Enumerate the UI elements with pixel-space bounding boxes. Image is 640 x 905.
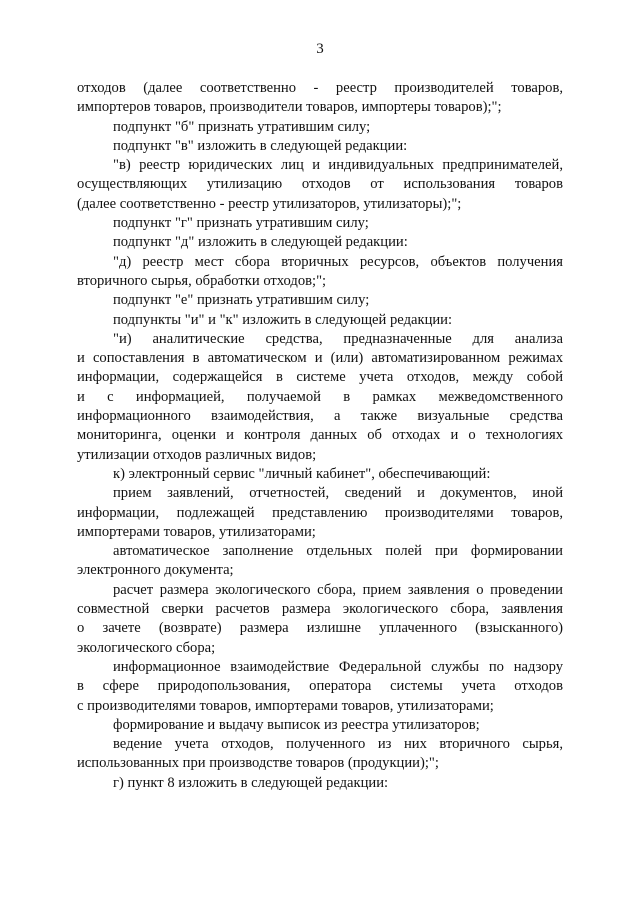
text-line: расчет размера экологического сбора, прием заявления о проведении [113, 581, 563, 598]
text-line: формирование и выдачу выписок из реестра утилизаторов; [113, 716, 480, 733]
text-line: и с информацией, получаемой в рамках межведомственного [77, 388, 563, 405]
text-line: прием заявлений, отчетностей, сведений и документов, иной [113, 485, 563, 502]
document-body [77, 79, 563, 793]
text-line: использованных при производстве товаров (продукции);"; [77, 755, 439, 772]
paragraph [77, 774, 563, 793]
text-line: "д) реестр мест сбора вторичных ресурсов, объектов получения [113, 253, 563, 270]
paragraph [77, 156, 563, 214]
text-line: подпункт "е" признать утратившим силу; [113, 292, 370, 309]
paragraph [77, 311, 563, 330]
paragraph [77, 542, 563, 581]
text-line: осуществляющих утилизацию отходов от использования товаров [77, 176, 563, 193]
text-line: и сопоставления в автоматическом и (или) автоматизированном режимах [77, 350, 563, 367]
text-line: импортеров товаров, производители товаров, импортеры товаров);"; [77, 99, 502, 116]
text-line: подпункт "д" изложить в следующей редакции: [113, 234, 408, 251]
text-line: с производителями товаров, импортерами товаров, утилизаторами; [77, 697, 494, 714]
text-line: "в) реестр юридических лиц и индивидуальных предпринимателей, [113, 157, 563, 174]
text-line: автоматическое заполнение отдельных полей при формировании [113, 543, 563, 560]
text-line: информационного взаимодействия, а также визуальные средства [77, 408, 563, 425]
paragraph [77, 233, 563, 252]
text-line: подпункт "б" признать утратившим силу; [113, 118, 371, 135]
text-line: подпункты "и" и "к" изложить в следующей редакции: [113, 311, 453, 328]
text-line: (далее соответственно - реестр утилизаторов, утилизаторы);"; [77, 195, 462, 212]
paragraph [77, 735, 563, 774]
paragraph [77, 214, 563, 233]
text-line: "и) аналитические средства, предназначенные для анализа [113, 330, 563, 347]
paragraph [77, 465, 563, 484]
text-line: о зачете (возврате) размера излишне уплаченного (взысканного) [77, 620, 563, 637]
text-line: информационное взаимодействие Федеральной службы по надзору [113, 658, 563, 675]
text-line: утилизации отходов различных видов; [77, 446, 317, 463]
paragraph [77, 291, 563, 310]
text-line: подпункт "г" признать утратившим силу; [113, 215, 369, 232]
text-line: совместной сверки расчетов размера экологического сбора, заявления [77, 601, 563, 618]
text-line: вторичного сырья, обработки отходов;"; [77, 272, 327, 289]
text-line: информации, содержащейся в системе учета отходов, между собой [77, 369, 563, 386]
paragraph [77, 137, 563, 156]
paragraph [77, 716, 563, 735]
text-line: ведение учета отходов, полученного из них вторичного сырья, [113, 736, 563, 753]
page-number: 3 [316, 41, 324, 57]
text-line: импортерами товаров, утилизаторами; [77, 523, 316, 540]
paragraph [77, 484, 563, 542]
text-line: г) пункт 8 изложить в следующей редакции: [113, 774, 389, 791]
paragraph [77, 658, 563, 716]
paragraph [77, 330, 563, 465]
paragraph [77, 79, 563, 118]
paragraph [77, 581, 563, 658]
paragraph [77, 253, 563, 292]
text-line: мониторинга, оценки и контроля данных об отходах и о технологиях [77, 427, 563, 444]
text-line: информации, подлежащей представлению производителями товаров, [77, 504, 563, 521]
text-line: экологического сбора; [77, 639, 216, 656]
paragraph [77, 118, 563, 137]
text-line: в сфере природопользования, оператора системы учета отходов [77, 678, 563, 695]
text-line: к) электронный сервис "личный кабинет", обеспечивающий: [113, 465, 491, 482]
text-line: подпункт "в" изложить в следующей редакции: [113, 137, 408, 154]
text-line: отходов (далее соответственно - реестр производителей товаров, [77, 80, 563, 96]
text-line: электронного документа; [77, 562, 234, 579]
